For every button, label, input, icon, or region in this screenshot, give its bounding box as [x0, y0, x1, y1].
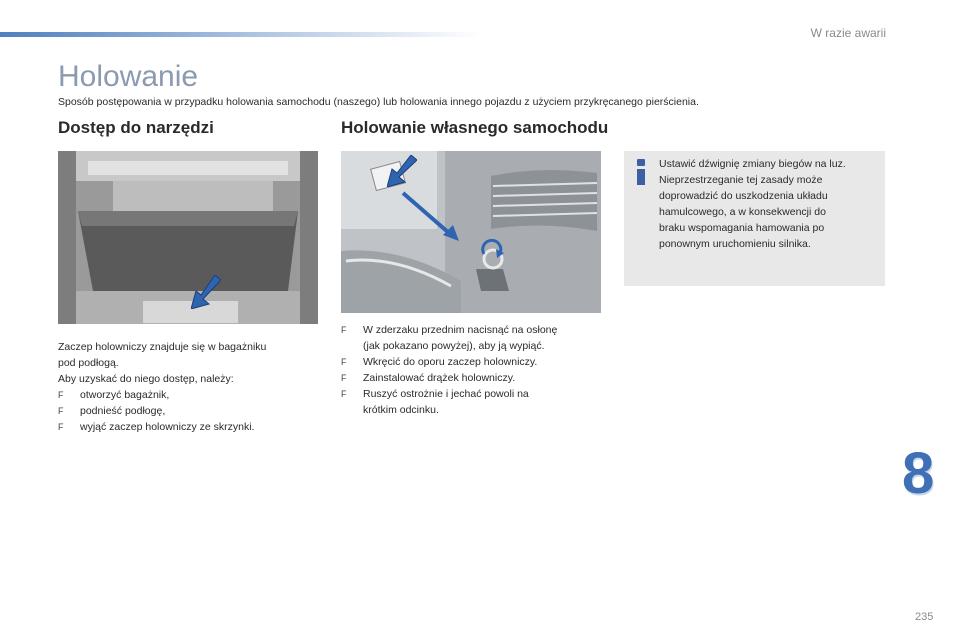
list-item: F W zderzaku przednim nacisnąć na osłonę (jak pokazano powyżej), aby ją wypiąć.: [341, 324, 558, 352]
page-subtitle: Sposób postępowania w przypadku holowania samochodu (naszego) lub holowania innego pojazdu z użyciem przykręcanego pierścienia.: [58, 96, 699, 108]
chapter-number: 8: [902, 441, 935, 506]
list-item: F Zainstalować drążek holowniczy.: [341, 372, 516, 384]
trunk-illustration: [58, 151, 318, 324]
section-title: W razie awarii: [810, 26, 886, 40]
bullet-marker: F: [341, 357, 347, 367]
heading-own-towing: Holowanie własnego samochodu: [341, 118, 609, 137]
own-towing-text: [341, 322, 601, 418]
arrow-icon: [191, 275, 221, 309]
list-item: F Wkręcić do oporu zaczep holowniczy.: [341, 356, 538, 368]
header-bar: [0, 32, 480, 37]
info-box: [624, 151, 885, 286]
arrow-icon: [481, 239, 505, 259]
intro-line: pod podłogą.: [58, 357, 119, 369]
bullet-marker: F: [341, 389, 347, 399]
tool-access-text: [58, 339, 318, 435]
bullet-marker: F: [58, 390, 64, 400]
list-item: F wyjąć zaczep holowniczy ze skrzynki.: [58, 421, 255, 433]
intro-line: Aby uzyskać do niego dostęp, należy:: [58, 373, 234, 385]
bullet-marker: F: [58, 406, 64, 416]
page-title: Holowanie: [58, 60, 199, 93]
bullet-marker: F: [341, 325, 347, 335]
arrow-icon: [401, 191, 461, 243]
intro-line: Zaczep holowniczy znajduje się w bagażniku: [58, 341, 267, 353]
bullet-marker: F: [58, 422, 64, 432]
page-number: 235: [915, 611, 934, 623]
list-item: F Ruszyć ostrożnie i jechać powoli na krótkim odcinku.: [341, 388, 529, 416]
info-icon: [634, 159, 648, 185]
front-bumper-illustration: [341, 151, 601, 313]
list-item: F otworzyć bagażnik,: [58, 389, 170, 401]
arrow-icon: [387, 155, 417, 187]
list-item: F podnieść podłogę,: [58, 405, 166, 417]
info-text: Ustawić dźwignię zmiany biegów na luz. Nieprzestrzeganie tej zasady może doprowadzić do uszkodzenia układu hamulcowego, a w konsekwencji do braku wspomagania hamowania po ponownym uruchomieniu silnika.: [659, 158, 846, 250]
bullet-marker: F: [341, 373, 347, 383]
heading-tool-access: Dostęp do narzędzi: [58, 118, 214, 137]
